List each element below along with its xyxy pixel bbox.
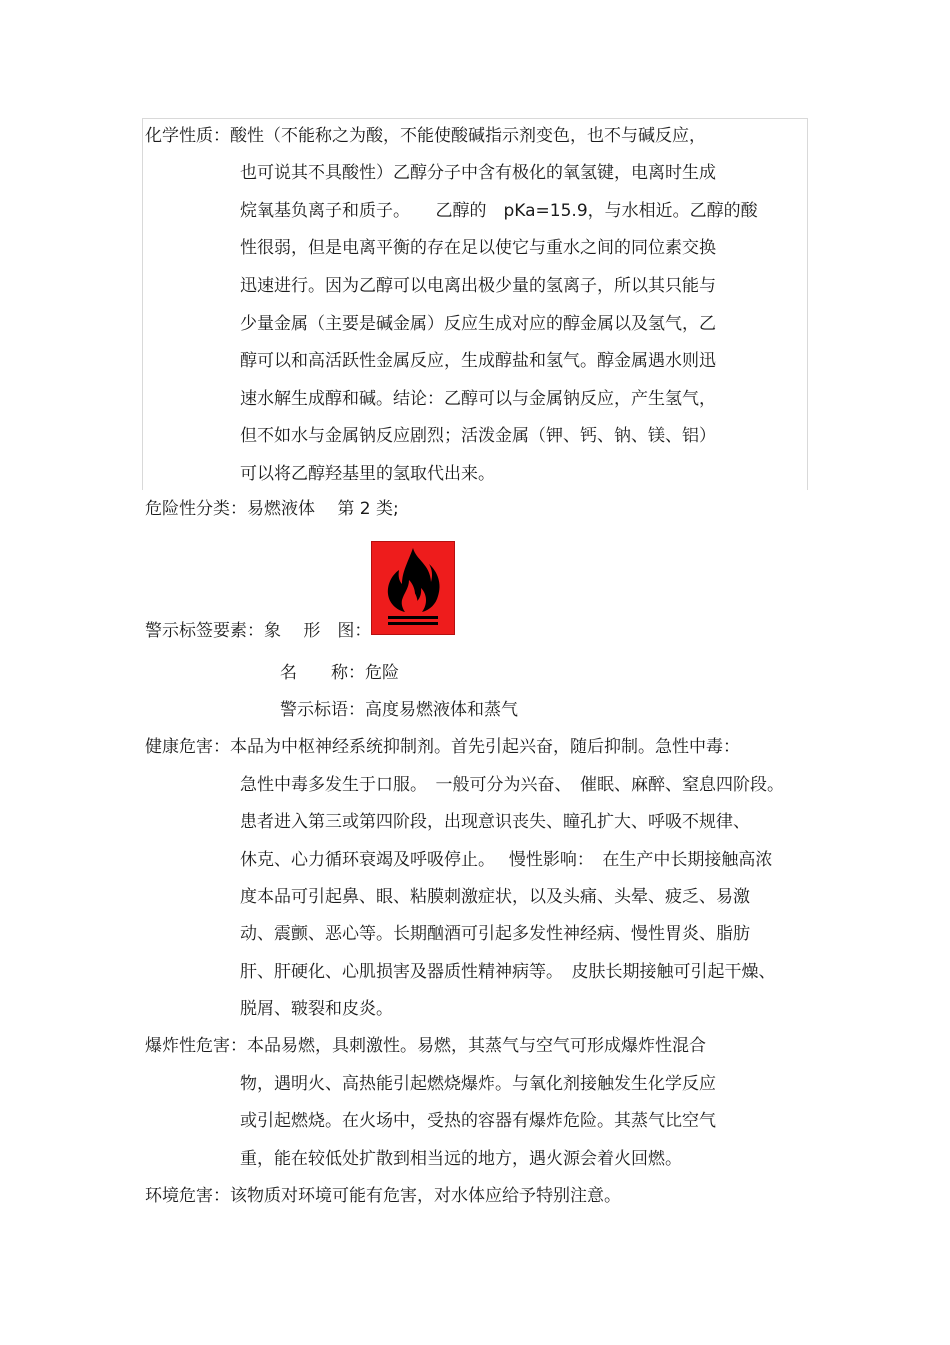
signal-label: 警示标语：	[280, 700, 365, 720]
explosion-hazard-label: 爆炸性危害：	[145, 1036, 247, 1056]
explosion-hazard-text: 重，能在较低处扩散到相当远的地方，遇火源会着火回燃。	[240, 1149, 682, 1169]
hazard-class-line	[145, 498, 399, 520]
health-hazard-text: 肝、肝硬化、心肌损害及器质性精神病等。 皮肤长期接触可引起干燥、	[240, 962, 776, 982]
signal-line	[280, 699, 518, 721]
chemical-properties-text: 可以将乙醇羟基里的氢取代出来。	[240, 464, 495, 484]
health-hazard-first-line	[145, 736, 740, 758]
explosion-hazard-first-line	[145, 1035, 706, 1057]
signal-value: 高度易燃液体和蒸气	[365, 700, 518, 720]
explosion-hazard-text: 物，遇明火、高热能引起燃烧爆炸。与氧化剂接触发生化学反应	[240, 1074, 716, 1094]
environment-hazard-line	[145, 1185, 621, 1207]
flame-icon	[372, 542, 454, 634]
environment-hazard-label: 环境危害：	[145, 1186, 230, 1206]
pictogram-label: 象 形 图：	[264, 621, 372, 641]
environment-hazard-value: 该物质对环境可能有危害，对水体应给予特别注意。	[230, 1186, 621, 1206]
name-line	[280, 662, 399, 684]
chemical-properties-text: 少量金属（主要是碱金属）反应生成对应的醇金属以及氢气，乙	[240, 314, 716, 334]
health-hazard-text: 急性中毒多发生于口服。 一般可分为兴奋、 催眠、麻醉、窒息四阶段。	[240, 775, 784, 795]
explosion-hazard-text: 或引起燃烧。在火场中，受热的容器有爆炸危险。其蒸气比空气	[240, 1111, 716, 1131]
chemical-properties-label: 化学性质：	[145, 126, 230, 146]
chemical-properties-text: 速水解生成醇和碱。结论：乙醇可以与金属钠反应，产生氢气，	[240, 389, 716, 409]
chemical-properties-text: 迅速进行。因为乙醇可以电离出极少量的氢离子，所以其只能与	[240, 276, 716, 296]
chemical-properties-text: 但不如水与金属钠反应剧烈；活泼金属（钾、钙、钠、镁、铝）	[240, 426, 716, 446]
flammable-pictogram	[371, 541, 455, 635]
health-hazard-label: 健康危害：	[145, 737, 230, 757]
warning-label-line	[145, 620, 371, 642]
warning-label-label: 警示标签要素：	[145, 621, 264, 641]
health-hazard-text: 动、震颤、恶心等。长期酗酒可引起多发性神经病、慢性胃炎、脂肪	[240, 924, 750, 944]
health-hazard-text: 度本品可引起鼻、眼、粘膜刺激症状，以及头痛、头晕、疲乏、易激	[240, 887, 750, 907]
health-hazard-text: 本品为中枢神经系统抑制剂。首先引起兴奋，随后抑制。急性中毒：	[230, 737, 740, 757]
chemical-properties-text: 烷氧基负离子和质子。 乙醇的 pKa=15.9，与水相近。乙醇的酸	[240, 201, 758, 221]
chemical-properties-text: 醇可以和高活跃性金属反应，生成醇盐和氢气。醇金属遇水则迅	[240, 351, 716, 371]
explosion-hazard-text: 本品易燃，具刺激性。易燃，其蒸气与空气可形成爆炸性混合	[247, 1036, 706, 1056]
name-label: 名 称：	[280, 663, 365, 683]
hazard-class-value: 易燃液体 第 2 类;	[247, 499, 399, 519]
chemical-properties-first-line	[145, 125, 706, 147]
chemical-properties-text: 性很弱，但是电离平衡的存在足以使它与重水之间的同位素交换	[240, 238, 716, 258]
health-hazard-text: 休克、心力循环衰竭及呼吸停止。 慢性影响： 在生产中长期接触高浓	[240, 850, 773, 870]
name-value: 危险	[365, 663, 399, 683]
health-hazard-text: 患者进入第三或第四阶段，出现意识丧失、瞳孔扩大、呼吸不规律、	[240, 812, 750, 832]
chemical-properties-text: 也可说其不具酸性）乙醇分子中含有极化的氧氢键，电离时生成	[240, 163, 716, 183]
health-hazard-text: 脱屑、皲裂和皮炎。	[240, 999, 393, 1019]
chemical-properties-text: 酸性（不能称之为酸，不能使酸碱指示剂变色，也不与碱反应，	[230, 126, 706, 146]
hazard-class-label: 危险性分类：	[145, 499, 247, 519]
